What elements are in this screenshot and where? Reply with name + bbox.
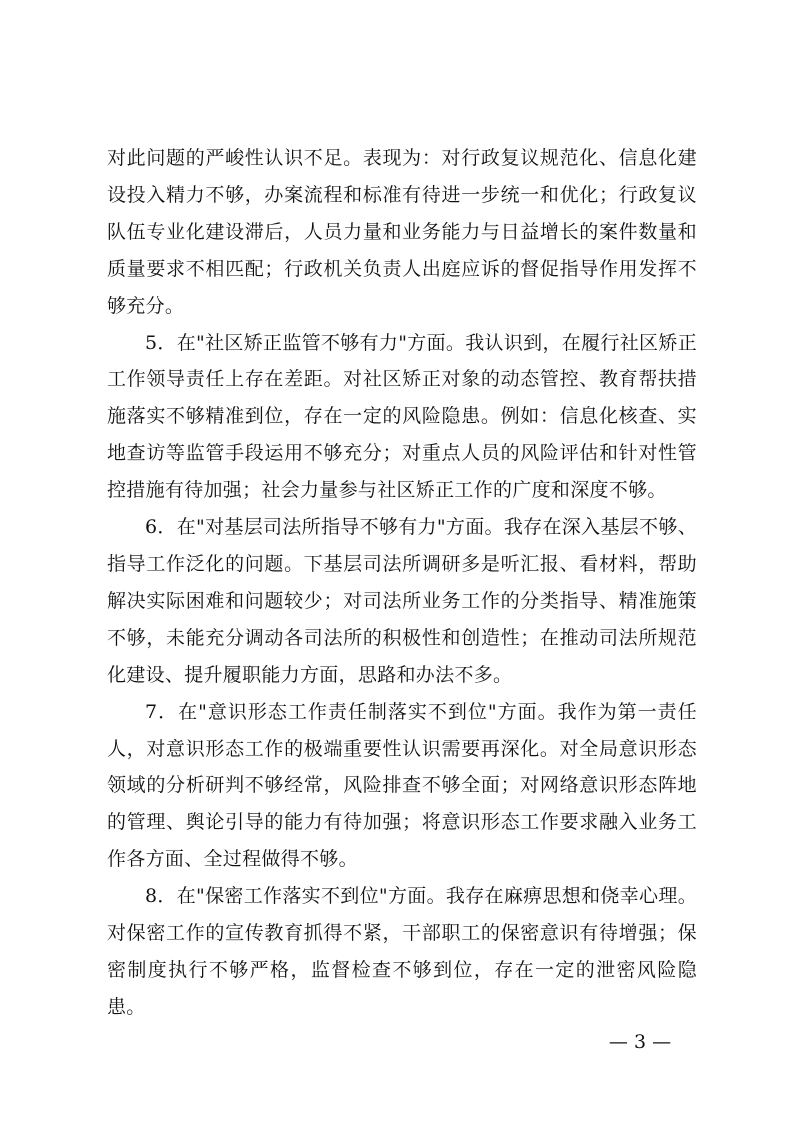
document-body [107, 140, 697, 1026]
paragraph-item-6: 6．在"对基层司法所指导不够有力"方面。我存在深入基层不够、指导工作泛化的问题。下基层司法所调研多是听汇报、看材料，帮助解决实际困难和问题较少；对司法所业务工作的分类指导、精准施策不够，未能充分调动各司法所的积极性和创造性；在推动司法所规范化建设、提升履职能力方面，思路和办法不多。 [107, 516, 697, 686]
page-number: — 3 — [608, 1031, 672, 1053]
paragraph-item-7: 7．在"意识形态工作责任制落实不到位"方面。我作为第一责任人，对意识形态工作的极端重要性认识需要再深化。对全局意识形态领域的分析研判不够经常，风险排查不够全面；对网络意识形态阵地的管理、舆论引导的能力有待加强；将意识形态工作要求融入业务工作各方面、全过程做得不够。 [107, 700, 697, 871]
paragraph-item-5: 5．在"社区矫正监管不够有力"方面。我认识到，在履行社区矫正工作领导责任上存在差距。对社区矫正对象的动态管控、教育帮扶措施落实不够精准到位，存在一定的风险隐患。例如：信息化核查、实地查访等监管手段运用不够充分；对重点人员的风险评估和针对性管控措施有待加强；社会力量参与社区矫正工作的广度和深度不够。 [107, 331, 697, 502]
paragraph-continuation: 对此问题的严峻性认识不足。表现为：对行政复议规范化、信息化建设投入精力不够，办案流程和标准有待进一步统一和优化；行政复议队伍专业化建设滞后，人员力量和业务能力与日益增长的案件数量和质量要求不相匹配；行政机关负责人出庭应诉的督促指导作用发挥不够充分。 [107, 147, 697, 317]
paragraph-item-8: 8．在"保密工作落实不到位"方面。我存在麻痹思想和侥幸心理。对保密工作的宣传教育抓得不紧，干部职工的保密意识有待增强；保密制度执行不够严格，监督检查不够到位，存在一定的泄密风险隐患。 [107, 885, 697, 1018]
